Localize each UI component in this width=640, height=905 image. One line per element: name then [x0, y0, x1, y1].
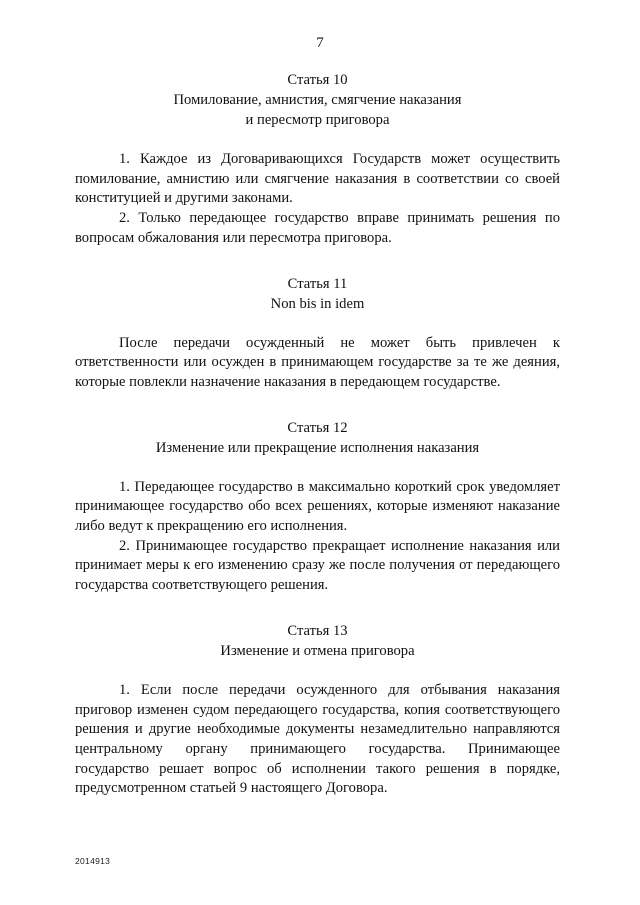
article-paragraph: 2. Только передающее государство вправе принимать решения по вопросам обжалования или пересмотра приговора. [75, 210, 560, 246]
article-paragraph: После передачи осужденный не может быть привлечен к ответственности или осужден в принимающем государстве за те же деяния, которые повлекли назначение наказания в передающем государстве. [75, 334, 560, 390]
article-text [75, 334, 560, 393]
article-heading: Статья 11 [287, 275, 348, 292]
article-11 [75, 274, 560, 393]
article-paragraph: 1. Каждое из Договаривающихся Государств может осуществить помилование, амнистию или смягчение наказания в соответствии со своей конституцией и другими законами. [75, 151, 560, 207]
article-text [75, 478, 560, 596]
article-title-line: Non bis in idem [270, 295, 365, 312]
article-10 [75, 70, 560, 249]
article-paragraph: 1. Передающее государство в максимально короткий срок уведомляет принимающее государство обо всех решениях, которые изменяют наказание либо ведут к прекращению его исполнения. [75, 478, 560, 535]
article-paragraph: 1. Если после передачи осужденного для отбывания наказания приговор изменен судом передающего государства, копия соответствующего решения и другие необходимые документы незамедлительно направляются центральному органу принимающего государства. Принимающее государство решает вопрос об исполнении такого решения в порядке, предусмотренном статьей 9 настоящего Договора. [75, 681, 560, 797]
article-heading: Статья 12 [287, 419, 348, 436]
document-body [75, 70, 560, 799]
spacer [75, 249, 560, 274]
article-paragraph: 2. Принимающее государство прекращает исполнение наказания или принимает меры к его изменению сразу же после получения от передающего государства соответствующего решения. [75, 537, 560, 594]
article-title-line: Помилование, амнистия, смягчение наказания [173, 92, 462, 108]
article-heading: Статья 10 [287, 72, 348, 88]
article-title-line: Изменение или прекращение исполнения наказания [155, 439, 480, 456]
page-number: 7 [316, 35, 324, 51]
article-12 [75, 418, 560, 596]
spacer [75, 596, 560, 621]
spacer [75, 393, 560, 418]
article-header [75, 274, 560, 314]
document-code: 2014913 [75, 856, 111, 866]
article-header [75, 621, 560, 661]
article-text [75, 681, 560, 799]
article-text [75, 150, 560, 249]
article-heading: Статья 13 [287, 622, 348, 639]
article-title-line: и пересмотр приговора [245, 112, 390, 128]
article-header [75, 70, 560, 130]
article-title-line: Изменение и отмена приговора [220, 642, 415, 659]
article-header [75, 418, 560, 458]
article-13 [75, 621, 560, 799]
